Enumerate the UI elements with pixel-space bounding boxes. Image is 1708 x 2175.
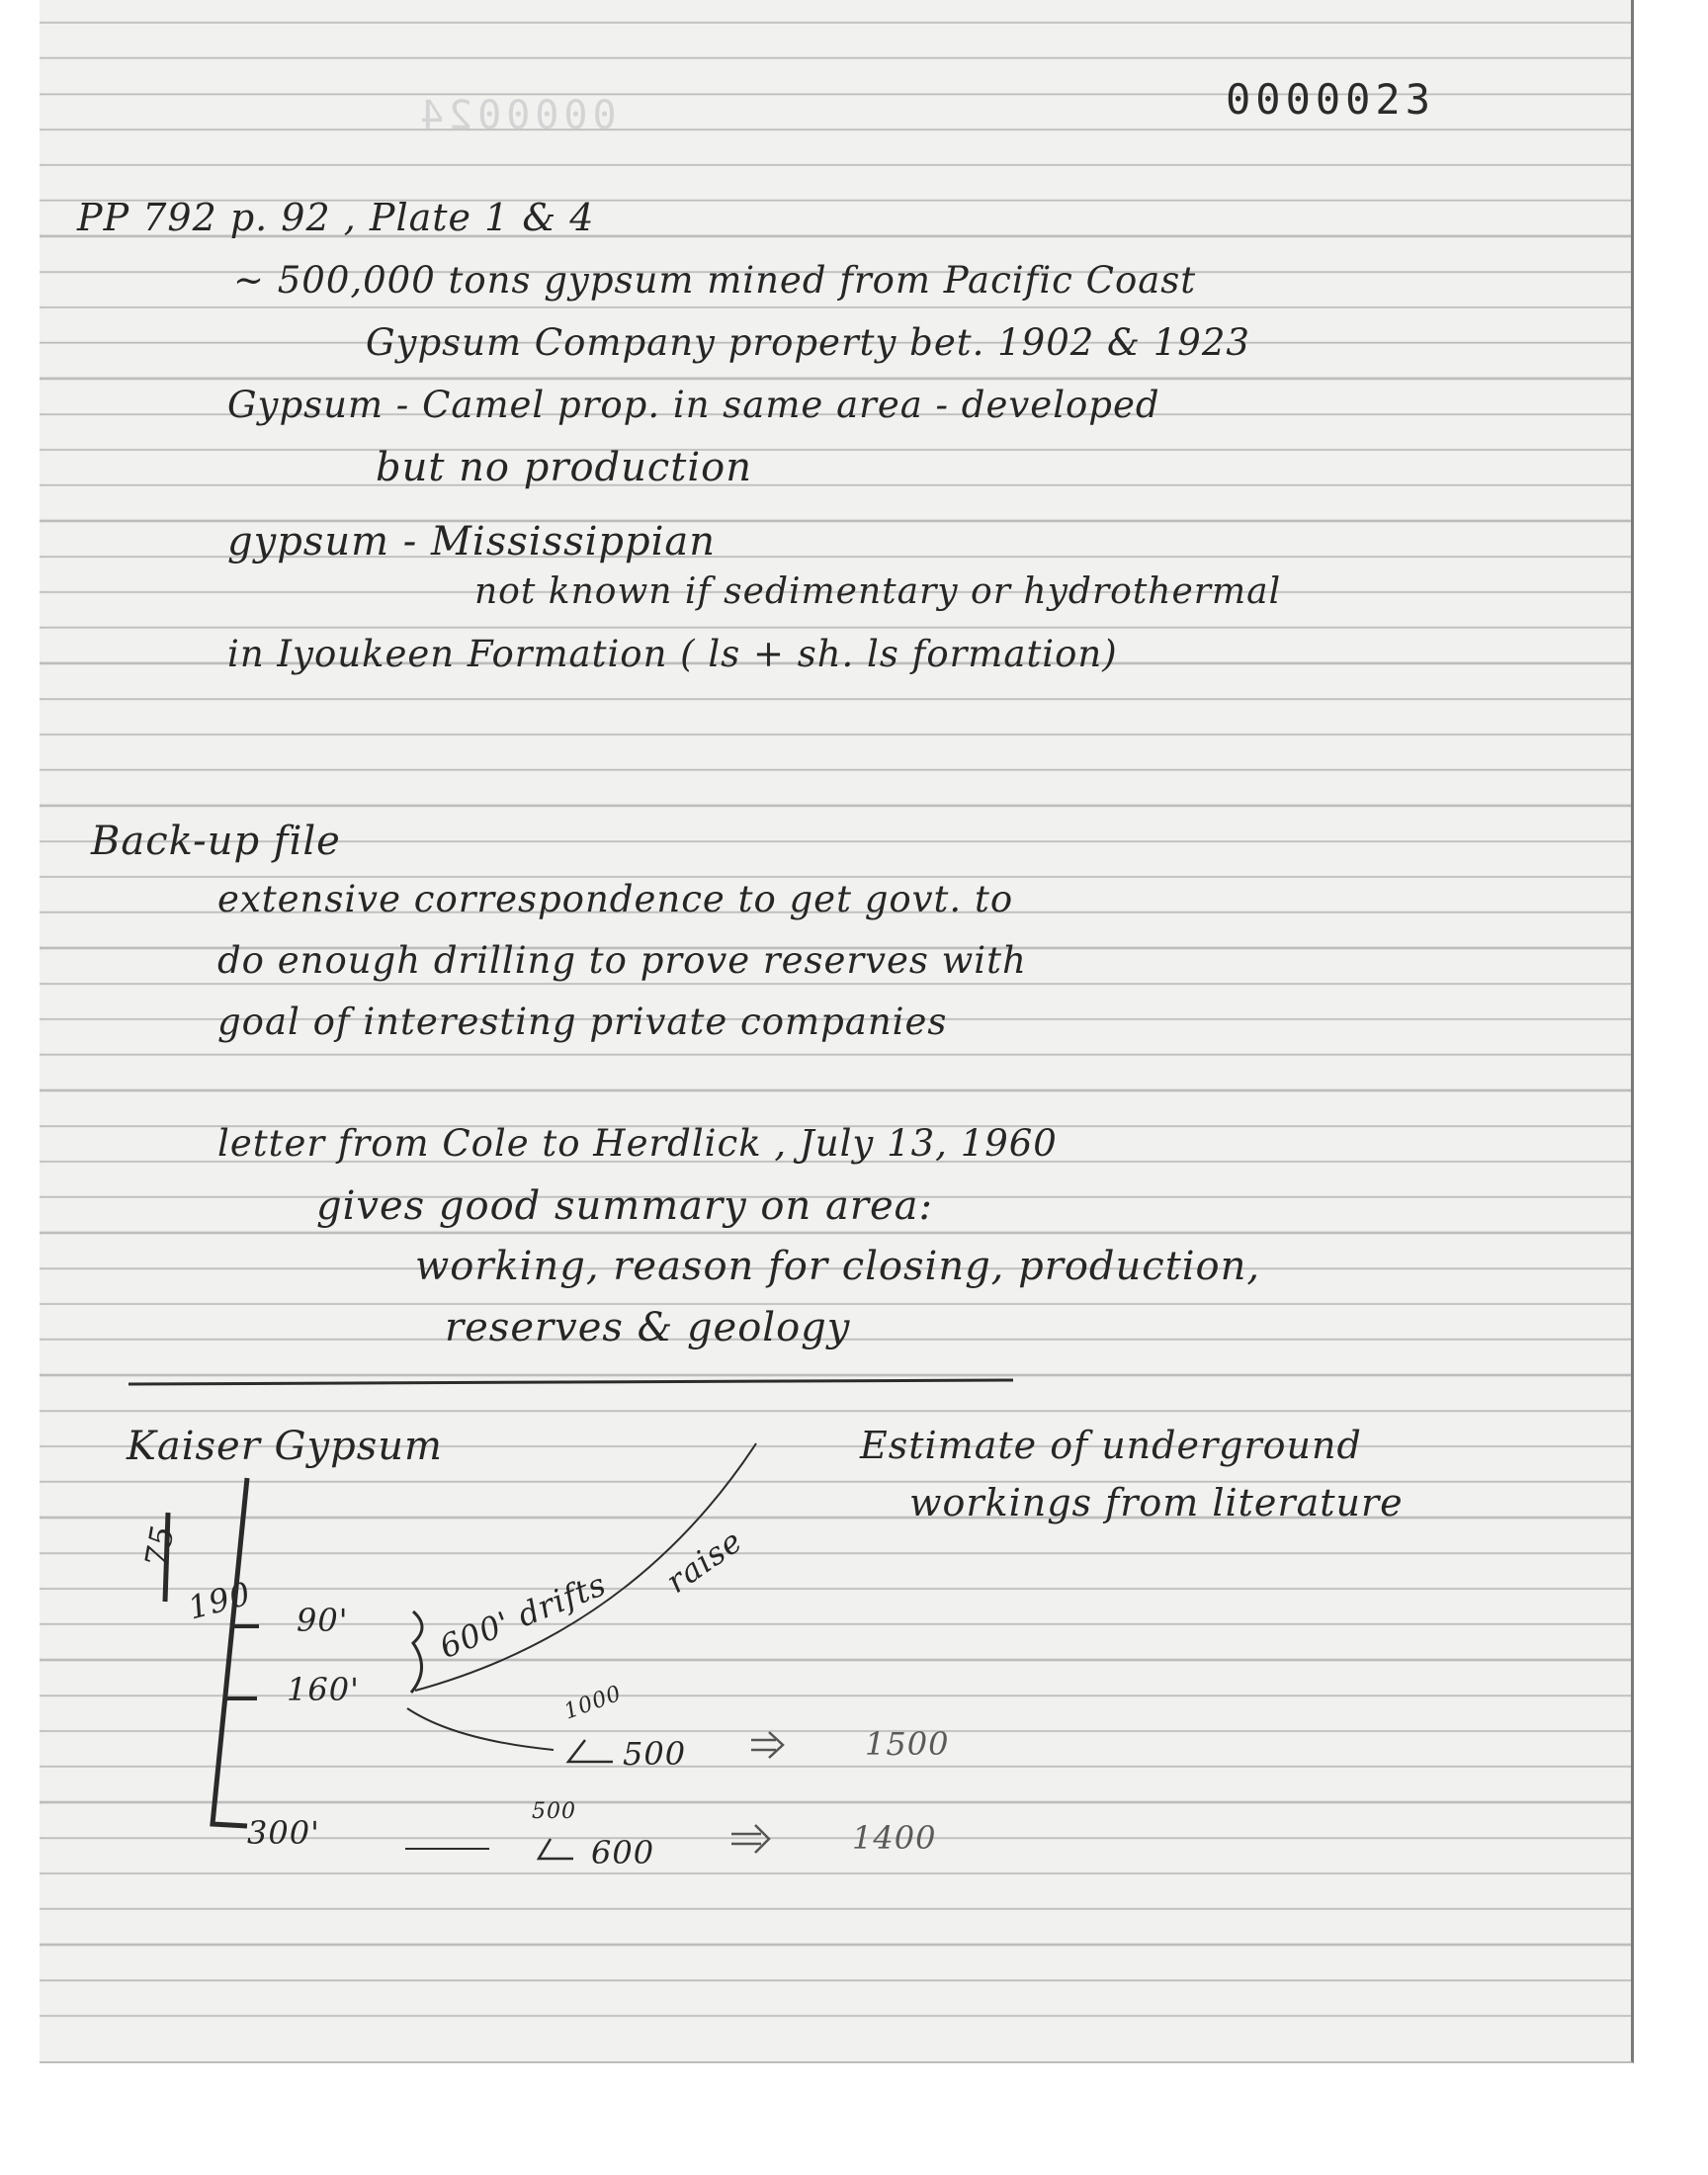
length-label: 500: [532, 1799, 576, 1824]
backup-heading: Back-up file: [91, 819, 341, 864]
note-line: Gypsum Company property bet. 1902 & 1923: [366, 321, 1250, 364]
raise-label: raise: [658, 1522, 750, 1601]
arrow-icon: [539, 1839, 573, 1859]
implies-arrow-icon: [731, 1825, 769, 1853]
note-line: but no production: [376, 445, 753, 490]
drift-line: [407, 1708, 554, 1750]
brace-mark: [411, 1611, 422, 1693]
backup-line: do enough drilling to prove reserves with: [217, 939, 1027, 982]
result-value: 1500: [865, 1725, 950, 1763]
result-value: 1400: [852, 1819, 937, 1857]
letter-line: gives good summary on area:: [316, 1183, 933, 1229]
letter-line: letter from Cole to Herdlick , July 13, 1960: [217, 1122, 1058, 1165]
note-line: in Iyoukeen Formation ( ls + sh. ls formation): [227, 633, 1118, 675]
note-line: gypsum - Mississippian: [227, 519, 717, 565]
length-label: 500: [623, 1735, 687, 1773]
estimate-line: Estimate of underground: [860, 1424, 1362, 1467]
depth-label: 75: [136, 1522, 182, 1571]
depth-label: 160': [287, 1671, 360, 1708]
note-line: Gypsum - Camel prop. in same area - developed: [227, 384, 1160, 426]
reference-line: PP 792 p. 92 , Plate 1 & 4: [77, 196, 595, 239]
depth-label: 300': [247, 1814, 320, 1852]
arrow-icon: [568, 1740, 613, 1762]
letter-line: working, reason for closing, production,: [415, 1244, 1261, 1289]
main-shaft: [213, 1478, 247, 1826]
sketch-title: Kaiser Gypsum: [127, 1424, 443, 1469]
estimate-line: workings from literature: [909, 1481, 1404, 1524]
bleed-through-number: 0000024: [415, 93, 617, 138]
letter-line: reserves & geology: [445, 1305, 851, 1350]
length-label: 1000: [560, 1681, 626, 1725]
depth-label: 190: [184, 1574, 255, 1627]
depth-label: 90': [297, 1602, 349, 1639]
backup-line: goal of interesting private companies: [217, 1000, 948, 1043]
implies-arrow-icon: [751, 1732, 783, 1758]
length-label: 600: [591, 1834, 655, 1871]
notebook-page: [40, 0, 1634, 2063]
note-line: not known if sedimentary or hydrothermal: [474, 571, 1282, 612]
backup-line: extensive correspondence to get govt. to: [217, 878, 1014, 920]
divider-line: [128, 1380, 1013, 1384]
note-line: ~ 500,000 tons gypsum mined from Pacific Coast: [233, 259, 1197, 302]
drifts-label: 600' drifts: [434, 1565, 612, 1666]
mine-sketch: [40, 0, 1631, 2061]
document-number: 0000023: [1226, 75, 1436, 124]
